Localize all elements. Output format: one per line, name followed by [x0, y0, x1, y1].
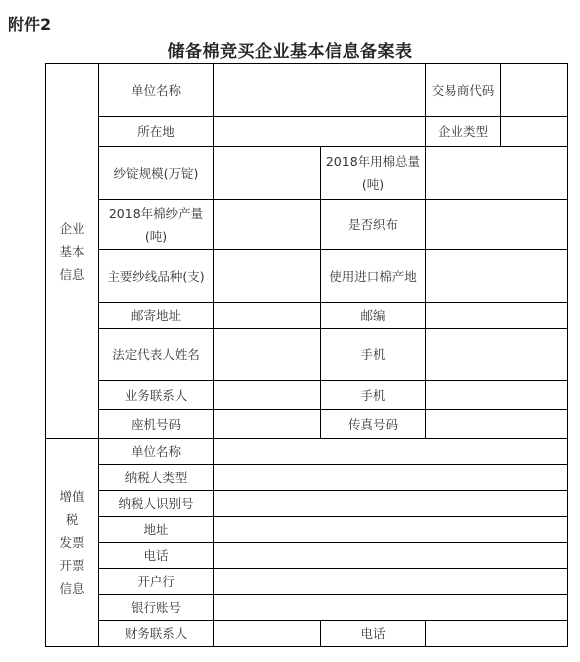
label-legal-representative: 法定代表人姓名	[99, 329, 214, 381]
label-business-contact: 业务联系人	[99, 381, 214, 410]
table-row	[46, 465, 568, 491]
field-fax[interactable]	[426, 410, 568, 439]
field-imported-cotton-origin[interactable]	[426, 250, 568, 303]
label-unit-name: 单位名称	[99, 64, 214, 117]
section-line: 发票	[59, 535, 85, 550]
field-unit-name[interactable]	[214, 64, 426, 117]
field-mailing-address[interactable]	[214, 303, 321, 329]
label-location: 所在地	[99, 117, 214, 147]
label-phone: 电话	[99, 543, 214, 569]
field-business-contact[interactable]	[214, 381, 321, 410]
table-row	[46, 569, 568, 595]
section-line: 开票	[59, 558, 85, 573]
label-taxpayer-id: 纳税人识别号	[99, 491, 214, 517]
field-weaving[interactable]	[426, 200, 568, 250]
field-phone[interactable]	[214, 543, 568, 569]
label-finance-phone: 电话	[321, 621, 426, 647]
form-title: 储备棉竞买企业基本信息备案表	[167, 42, 413, 62]
field-landline[interactable]	[214, 410, 321, 439]
section-line: 基本	[59, 243, 85, 259]
table-row	[46, 64, 568, 117]
label-exchange-code: 交易商代码	[426, 64, 501, 117]
label-enterprise-type: 企业类型	[426, 117, 501, 147]
field-legal-representative[interactable]	[214, 329, 321, 381]
field-bank[interactable]	[214, 569, 568, 595]
field-cotton-use-2018[interactable]	[426, 147, 568, 200]
label-postcode: 邮编	[321, 303, 426, 329]
label-landline: 座机号码	[99, 410, 214, 439]
field-finance-contact[interactable]	[214, 621, 321, 647]
table-row	[46, 200, 568, 250]
field-bank-account[interactable]	[214, 595, 568, 621]
label-mailing-address: 邮寄地址	[99, 303, 214, 329]
table-row	[46, 621, 568, 647]
table-row	[46, 250, 568, 303]
label-finance-contact: 财务联系人	[99, 621, 214, 647]
field-mobile[interactable]	[426, 329, 568, 381]
table-row	[46, 491, 568, 517]
section-basic-info-header	[46, 64, 99, 439]
table-row	[46, 595, 568, 621]
label-cotton-use-2018: 2018年用棉总量(吨)	[321, 147, 426, 200]
table-row	[46, 381, 568, 410]
field-main-yarn-varieties[interactable]	[214, 250, 321, 303]
table-row	[46, 410, 568, 439]
section-line: 企业	[59, 220, 85, 236]
section-line: 信息	[59, 581, 85, 596]
section-line: 税	[65, 512, 79, 527]
field-location[interactable]	[214, 117, 426, 147]
table-row	[46, 303, 568, 329]
table-row	[46, 117, 568, 147]
table-row	[46, 439, 568, 465]
field-taxpayer-type[interactable]	[214, 465, 568, 491]
section-vat-invoice-header	[46, 439, 99, 647]
label-weaving: 是否织布	[321, 200, 426, 250]
label-spindle-scale: 纱锭规模(万锭)	[99, 147, 214, 200]
label-imported-cotton-origin: 使用进口棉产地	[321, 250, 426, 303]
label-mobile: 手机	[321, 381, 426, 410]
label-fax: 传真号码	[321, 410, 426, 439]
label-bank-account: 银行账号	[99, 595, 214, 621]
label-main-yarn-varieties: 主要纱线品种(支)	[99, 250, 214, 303]
label-taxpayer-type: 纳税人类型	[99, 465, 214, 491]
field-taxpayer-id[interactable]	[214, 491, 568, 517]
field-finance-phone[interactable]	[426, 621, 568, 647]
attachment-label: 附件2	[8, 15, 52, 34]
section-line: 信息	[59, 266, 85, 282]
table-row	[46, 543, 568, 569]
label-vat-unit-name: 单位名称	[99, 439, 214, 465]
field-yarn-output-2018[interactable]	[214, 200, 321, 250]
info-form-table	[45, 63, 568, 647]
field-spindle-scale[interactable]	[214, 147, 321, 200]
section-line: 增值	[59, 489, 85, 504]
table-row	[46, 329, 568, 381]
table-row	[46, 517, 568, 543]
label-mobile: 手机	[321, 329, 426, 381]
table-row	[46, 147, 568, 200]
field-exchange-code[interactable]	[501, 64, 568, 117]
label-bank: 开户行	[99, 569, 214, 595]
label-address: 地址	[99, 517, 214, 543]
field-enterprise-type[interactable]	[501, 117, 568, 147]
field-address[interactable]	[214, 517, 568, 543]
field-contact-mobile[interactable]	[426, 381, 568, 410]
field-postcode[interactable]	[426, 303, 568, 329]
label-yarn-output-2018: 2018年棉纱产量(吨)	[99, 200, 214, 250]
field-vat-unit-name[interactable]	[214, 439, 568, 465]
